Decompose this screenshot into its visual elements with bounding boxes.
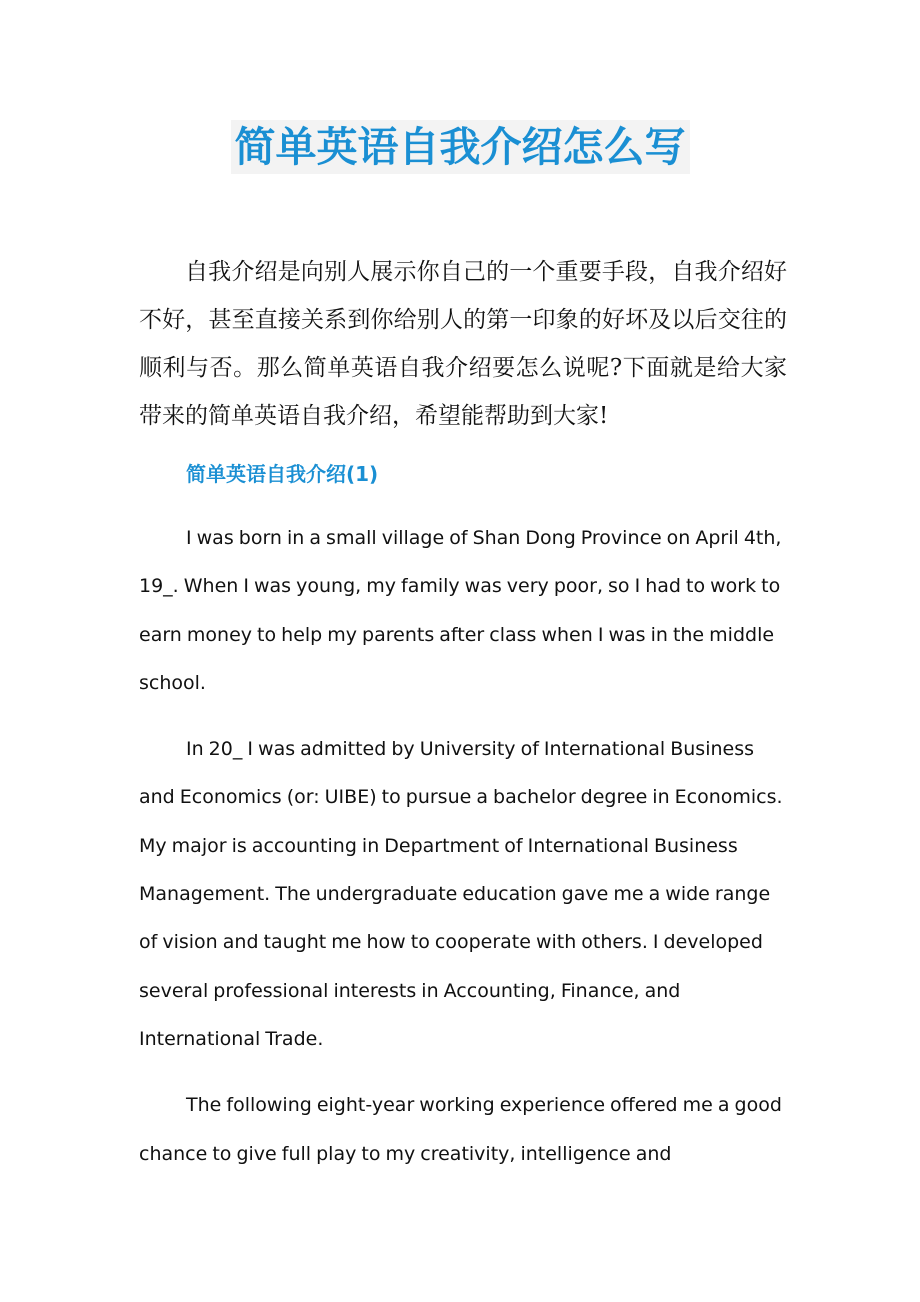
body-paragraph-2: In 20_ I was admitted by University of International Business and Economics (or: UIBE) to pursue a bachelor degree in Economics. My major is accounting in Department of International Business Management. The undergraduate education gave me a wide range of vision and taught me how to cooperate with others. I developed several professional interests in Accounting, Finance, and International Trade. <box>139 738 783 1050</box>
document-body <box>139 248 787 1178</box>
body-paragraph-1: I was born in a small village of Shan Dong Province on April 4th, 19_. When I was young, my family was very poor, so I had to work to earn money to help my parents after class when I was in the middle school. <box>139 527 782 694</box>
document-title: 简单英语自我介绍怎么写 <box>231 120 690 174</box>
section-heading: 简单英语自我介绍(1) <box>186 462 379 486</box>
intro-paragraph: 自我介绍是向别人展示你自己的一个重要手段，自我介绍好不好，甚至直接关系到你给别人的第一印象的好坏及以后交往的顺利与否。那么简单英语自我介绍要怎么说呢?下面就是给大家带来的简单英语自我介绍，希望能帮助到大家! <box>139 259 787 429</box>
body-paragraph-3: The following eight-year working experience offered me a good chance to give full play to my creativity, intelligence and <box>139 1094 782 1165</box>
title-container <box>0 120 920 174</box>
